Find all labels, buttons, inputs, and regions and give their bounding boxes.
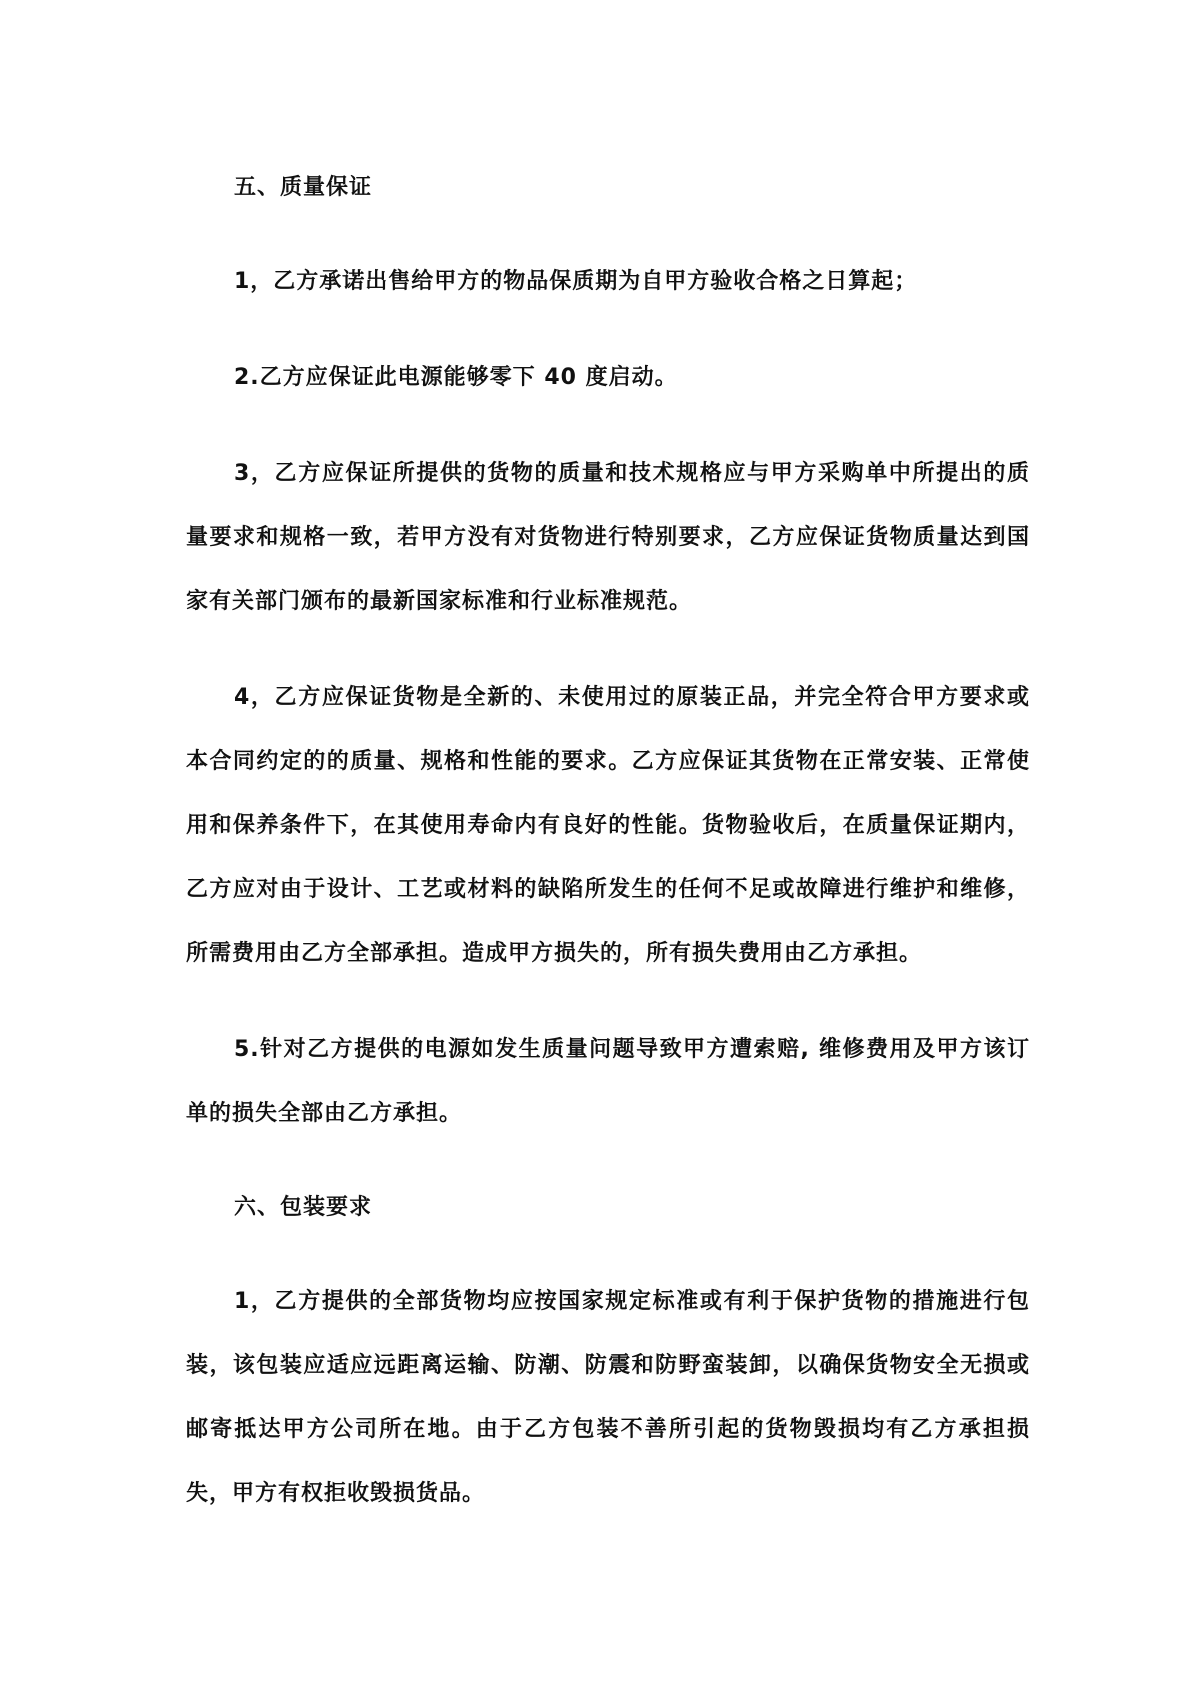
section-6-item-1: 1，乙方提供的全部货物均应按国家规定标准或有利于保护货物的措施进行包装，该包装应适应远距离运输、防潮、防震和防野蛮装卸，以确保货物安全无损或邮寄抵达甲方公司所在地。由于乙方包装不善所引起的货物毁损均有乙方承担损失，甲方有权拒收毁损货品。 bbox=[186, 1289, 1030, 1506]
section-5-item-5: 5.针对乙方提供的电源如发生质量问题导致甲方遭索赔, 维修费用及甲方该订单的损失全部由乙方承担。 bbox=[186, 1037, 1030, 1126]
section-5-item-1: 1，乙方承诺出售给甲方的物品保质期为自甲方验收合格之日算起； bbox=[234, 269, 918, 294]
document-body bbox=[186, 158, 1030, 1526]
section-5-heading: 五、质量保证 bbox=[234, 175, 373, 200]
section-5-item-2: 2.乙方应保证此电源能够零下 40 度启动。 bbox=[234, 365, 678, 390]
section-5-item-3: 3，乙方应保证所提供的货物的质量和技术规格应与甲方采购单中所提出的质量要求和规格一致，若甲方没有对货物进行特别要求，乙方应保证货物质量达到国家有关部门颁布的最新国家标准和行业标准规范。 bbox=[186, 461, 1030, 614]
section-5-item-4: 4，乙方应保证货物是全新的、未使用过的原装正品，并完全符合甲方要求或本合同约定的的质量、规格和性能的要求。乙方应保证其货物在正常安装、正常使用和保养条件下，在其使用寿命内有良好的性能。货物验收后，在质量保证期内，乙方应对由于设计、工艺或材料的缺陷所发生的任何不足或故障进行维护和维修，所需费用由乙方全部承担。造成甲方损失的，所有损失费用由乙方承担。 bbox=[186, 685, 1030, 966]
section-6-heading: 六、包装要求 bbox=[234, 1195, 373, 1220]
